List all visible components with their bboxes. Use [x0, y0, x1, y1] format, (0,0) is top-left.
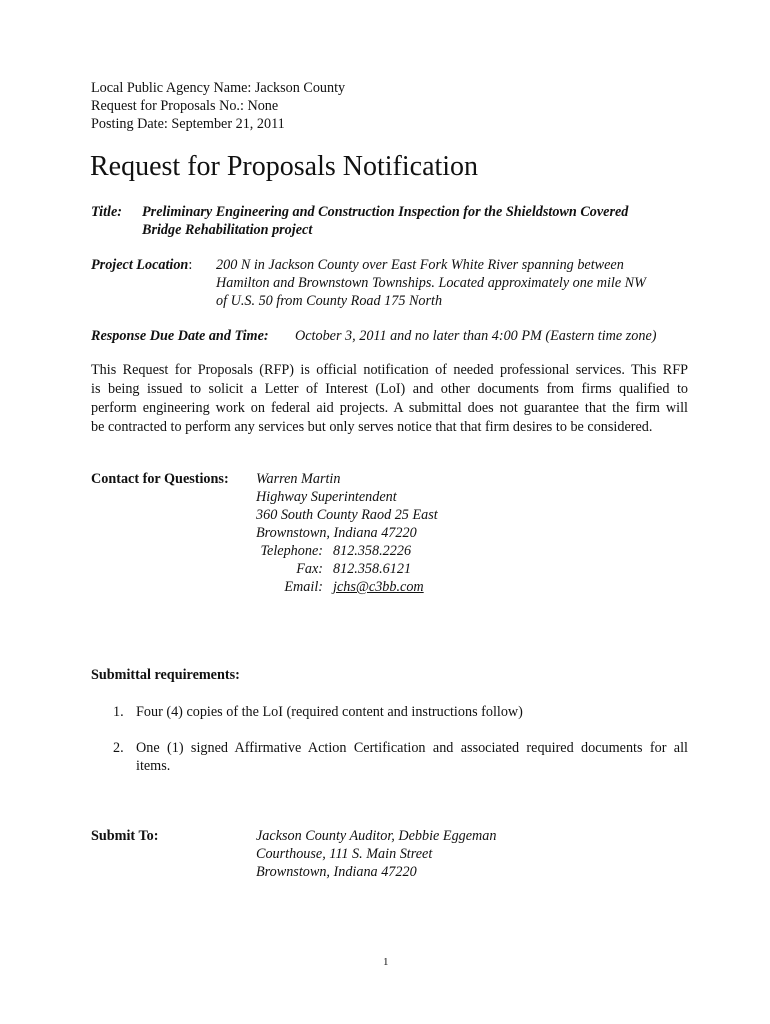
list-item-continuation: items.	[136, 758, 171, 774]
contact-name: Warren Martin	[256, 471, 341, 487]
intro-line: be contracted to perform any services but only serves notice that that firm desires to be considered.	[91, 419, 653, 435]
intro-line: This Request for Proposals (RFP) is official notification of needed professional services. This RFP	[91, 362, 688, 378]
location-line3: of U.S. 50 from County Road 175 North	[216, 293, 443, 309]
location-line2: Hamilton and Brownstown Townships. Located approximately one mile NW	[216, 275, 646, 291]
contact-city: Brownstown, Indiana 47220	[256, 525, 417, 541]
list-item: One (1) signed Affirmative Action Certification and associated required documents for all	[136, 740, 688, 756]
contact-position: Highway Superintendent	[256, 489, 397, 505]
submit-to-label: Submit To:	[91, 828, 159, 844]
fax-label: Fax:	[296, 561, 323, 577]
list-item-number: 2.	[113, 740, 124, 756]
location-label-wrap	[91, 256, 192, 274]
contact-label: Contact for Questions:	[91, 471, 229, 487]
telephone-value: 812.358.2226	[333, 543, 412, 559]
email-link-wrap[interactable]	[333, 578, 424, 596]
list-item: Four (4) copies of the LoI (required content and instructions follow)	[136, 704, 523, 720]
list-item-number: 1.	[113, 704, 124, 720]
posting-date: Posting Date: September 21, 2011	[91, 116, 285, 132]
due-label: Response Due Date and Time:	[91, 328, 269, 344]
submittal-heading: Submittal requirements:	[91, 667, 240, 683]
submit-to-line3: Brownstown, Indiana 47220	[256, 864, 417, 880]
rfp-number: Request for Proposals No.: None	[91, 98, 279, 114]
contact-street: 360 South County Raod 25 East	[256, 507, 438, 523]
agency-name: Local Public Agency Name: Jackson County	[91, 80, 346, 96]
fax-value: 812.358.6121	[333, 561, 412, 577]
intro-line: is being issued to solicit a Letter of Interest (LoI) and other documents from firms qualified to	[91, 381, 688, 397]
title-value-line1: Preliminary Engineering and Construction Inspection for the Shieldstown Covered	[142, 204, 629, 220]
location-line1: 200 N in Jackson County over East Fork White River spanning between	[216, 257, 624, 273]
location-label: Project Location	[91, 257, 189, 273]
due-value: October 3, 2011 and no later than 4:00 PM (Eastern time zone)	[295, 328, 657, 344]
location-colon: :	[188, 257, 193, 273]
intro-line: perform engineering work on federal aid projects. A submittal does not guarantee that the firm will	[91, 400, 688, 416]
submit-to-line2: Courthouse, 111 S. Main Street	[256, 846, 433, 862]
email-link[interactable]: jchs@c3bb.com	[333, 579, 424, 595]
title-label: Title:	[91, 204, 122, 220]
submit-to-line1: Jackson County Auditor, Debbie Eggeman	[256, 828, 497, 844]
title-value-line2: Bridge Rehabilitation project	[142, 222, 313, 238]
page-number: 1	[383, 956, 389, 968]
page-title: Request for Proposals Notification	[90, 151, 479, 182]
telephone-label: Telephone:	[260, 543, 323, 559]
email-label: Email:	[284, 579, 323, 595]
intro-paragraph	[91, 361, 688, 437]
